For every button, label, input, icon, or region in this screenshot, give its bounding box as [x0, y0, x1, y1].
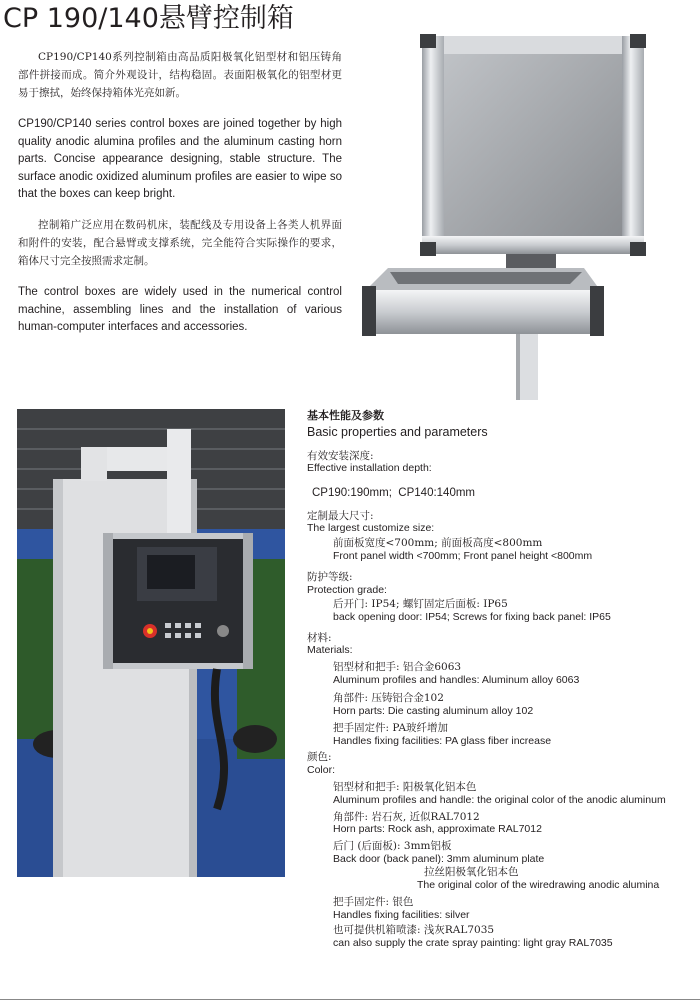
spec-material-2-cn: 角部件: 压铸铝合金102 [333, 692, 444, 704]
spec-size-en: The largest customize size: [307, 522, 435, 534]
intro-paragraph-cn-1: CP190/CP140系列控制箱由高品质阳极氧化铝型材和铝压铸角部件拼接而成。简介外观设计，结构稳固。表面阳极氧化的铝型材更易于擦拭，始终保持箱体光亮如新。 [18, 51, 342, 99]
spec-color-6-cn: 也可提供机箱喷漆: 浅灰RAL7035 [333, 924, 495, 936]
spec-color-cn: 颜色: [307, 751, 332, 763]
intro-paragraph-en-1: CP190/CP140 series control boxes are joined together by high quality anodic alumina profiles and the aluminum casting horn parts. Concise appearance designing, stable structure. The surface anodic oxidized aluminum profiles are easier to wipe so that the boxes can keep bright. [18, 118, 342, 200]
spec-color-1-cn: 铝型材和把手: 阳极氧化铝本色 [333, 781, 477, 793]
spec-heading-cn: 基本性能及参数 [307, 409, 384, 422]
spec-depth-en: Effective installation depth: [307, 462, 432, 474]
spec-material-3-en: Handles fixing facilities: PA glass fiber increase [333, 735, 552, 747]
spec-color-5-cn: 把手固定件: 银色 [333, 896, 414, 908]
spec-color-6-en: can also supply the crate spray painting: light gray RAL7035 [333, 937, 613, 949]
spec-size-detail-en: Front panel width <700mm; Front panel height <800mm [333, 550, 593, 562]
spec-color-1-en: Aluminum profiles and handle: the original color of the anodic aluminum [333, 794, 666, 806]
intro-paragraph-en-2: The control boxes are widely used in the numerical control machine, assembling lines and the installation of various human-computer interfaces and accessories. [18, 286, 342, 333]
intro-paragraph-cn-2: 控制箱广泛应用在数码机床，装配线及专用设备上各类人机界面和附件的安装，配合悬臂或支撑系统，完全能符合实际操作的要求，箱体尺寸完全按照需求定制。 [18, 219, 342, 267]
spec-materials-cn: 材料: [307, 632, 332, 644]
spec-material-3-cn: 把手固定件: PA玻纤增加 [333, 722, 449, 734]
spec-color-3-en: Back door (back panel): 3mm aluminum plate [333, 853, 545, 865]
spec-protection-cn: 防护等级: [307, 571, 353, 583]
spec-color-4-en: The original color of the wiredrawing anodic alumina [417, 879, 660, 891]
spec-material-1-en: Aluminum profiles and handles: Aluminum alloy 6063 [333, 674, 580, 686]
spec-color-3-cn: 后门 (后面板): 3mm铝板 [333, 840, 452, 852]
spec-color-2-cn: 角部件: 岩石灰, 近似RAL7012 [333, 811, 480, 823]
spec-color-4-cn: 拉丝阳极氧化铝本色 [424, 866, 519, 878]
spec-color-en: Color: [307, 764, 336, 776]
spec-color-5-en: Handles fixing facilities: silver [333, 909, 470, 921]
spec-depth-value: CP190:190mm; CP140:140mm [312, 487, 476, 499]
spec-depth-cn: 有效安装深度: [307, 450, 374, 462]
product-photo-control-box [356, 28, 656, 400]
product-photo-machine [17, 409, 285, 877]
bottom-divider [0, 999, 700, 1000]
spec-material-2-en: Horn parts: Die casting aluminum alloy 102 [333, 705, 534, 717]
spec-size-detail-cn: 前面板宽度<700mm; 前面板高度<800mm [333, 537, 543, 549]
spec-heading-en: Basic properties and parameters [307, 425, 488, 439]
spec-materials-en: Materials: [307, 644, 353, 656]
spec-protection-detail-en: back opening door: IP54; Screws for fixing back panel: IP65 [333, 611, 611, 623]
spec-protection-en: Protection grade: [307, 584, 387, 596]
spec-size-cn: 定制最大尺寸: [307, 510, 374, 522]
spec-color-2-en: Horn parts: Rock ash, approximate RAL7012 [333, 823, 542, 835]
spec-material-1-cn: 铝型材和把手: 铝合金6063 [333, 661, 462, 673]
spec-protection-detail-cn: 后开门: IP54; 螺钉固定后面板: IP65 [333, 598, 508, 610]
page-title: CP 190/140悬臂控制箱 [3, 3, 294, 34]
